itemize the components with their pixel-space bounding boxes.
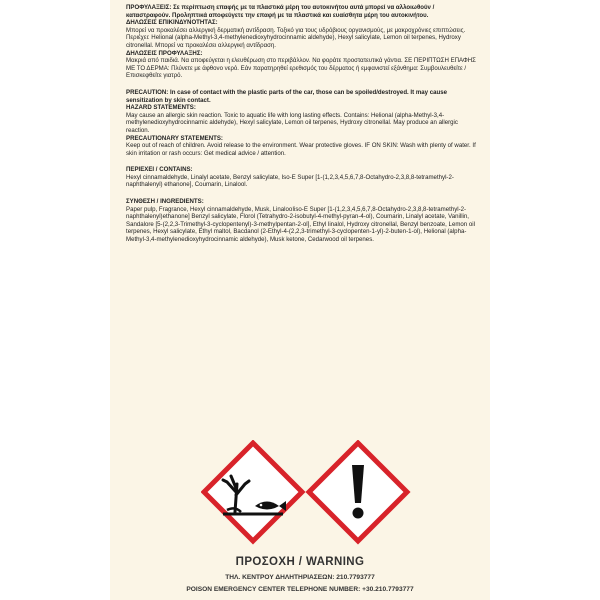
greek-precautionary-text: Μακριά από παιδιά. Να αποφεύγεται η ελευθέρωση στο περιβάλλον. Να φοράτε προστατευτικά γάντια. ΣΕ ΠΕΡΙΠΤΩΣΗ ΕΠΑΦΗΣ ΜΕ ΤΟ ΔΕΡΜΑ: Πλύνετε με άφθονο νερό. Εάν παρατηρηθεί ερεθισμός του δέρματος ή εμφανιστεί εξάνθημα: Συμβουλευθείτε / Επισκεφθείτε γιατρό.: [126, 57, 476, 80]
greek-hazard-heading: ΔΗΛΩΣΕΙΣ ΕΠΙΚΙΝΔΥΝΟΤΗΤΑΣ:: [126, 19, 218, 27]
environment-hazard-icon: [204, 443, 302, 541]
greek-precaution: ΠΡΟΦΥΛΑΞΕΙΣ: Σε περίπτωση επαφής με τα πλαστικά μέρη του αυτοκινήτου αυτά μπορεί να αλλοιωθούν / καταστραφούν. Προληπτικά αποφεύγετε την επαφή με τα πλαστικά και ευαίσθητα μέρη του αυτοκινήτου.: [126, 4, 435, 19]
english-precaution: PRECAUTION: In case of contact with the plastic parts of the car, those can be spoiled/destroyed. It may cause sensitization by skin contact.: [126, 88, 448, 104]
greek-precautionary-heading: ΔΗΛΩΣΕΙΣ ΠΡΟΦΥΛΑΞΗΣ:: [126, 49, 203, 57]
english-hazard-heading: HAZARD STATEMENTS:: [126, 104, 196, 112]
ghs-pictograms: [201, 440, 411, 550]
english-precautionary-text: Keep out of reach of children. Avoid release to the environment. Wear protective gloves. IF ON SKIN: Wash with plenty of water. If skin irritation or rash occurs: Get medical advice / attention.: [126, 142, 476, 157]
poison-center-greek: ΤΗΛ. ΚΕΝΤΡΟΥ ΔΗΛΗΤΗΡΙΑΣΕΩΝ: 210.7793777: [225, 574, 375, 581]
english-precautionary-heading: PRECAUTIONARY STATEMENTS:: [126, 134, 223, 142]
poison-center-english: POISON EMERGENCY CENTER TELEPHONE NUMBER: +30.210.7793777: [186, 586, 414, 593]
ingredients-text: Paper pulp, Fragrance, Hexyl cinnamaldehyde, Musk, LinalooIiso-E Super [1-(1,2,3,4,5,6,7,8-Octahydro-2,3,8,8-tetramethyl-2-naphthalenyl)ethanone] Benzyl salicylate, Florol (Tetrahydro-2-isobutyl-4-methyl-pyran-4-ol), Coumarin, Linalyl acetate, Vanillin, Sandalore [5-(2,2,3-Trimethyl-3-cyclopentenyl)-3-methylpentan-2-ol], Ethyl linalol, Hydroxy citronellal, Benzyl benzoate, Lemon oil terpenes, Hexyl salicylate, Ethyl maltol, Bacdanol (2-Ethyl-4-(2,2,3-trimethyl-3-cyclopenten-1-yl)-2-buten-1-ol), Helional (alpha-Methyl-3,4-methylenedioxyhydrocinnamic aldehyde), Musk ketone, Cedarwood oil terpenes.: [126, 205, 475, 244]
label-text-block: [126, 4, 476, 244]
warning-title: ΠΡΟΣΟΧΗ / WARNING: [235, 556, 365, 568]
english-hazard-text: May cause an allergic skin reaction. Toxic to aquatic life with long lasting effects. Contains: Helional (alpha-Methyl-3,4-methylenedioxyhydrocinnamic aldehyde), Hexyl salicylate, Lemon oil terpenes, Hydroxy citronellal. May produce an allergic reaction.: [126, 111, 458, 134]
contains-text: Hexyl cinnamaldehyde, Linalyl acetate, Benzyl salicylate, Iso-E Super [1-(1,2,3,4,5,6,7,8-Octahydro-2,3,8,8-tetramethyl-2-naphthalenyl) ethanone], Coumarin, Linalool.: [126, 173, 454, 189]
greek-hazard-text: Μπορεί να προκαλέσει αλλεργική δερματική αντίδραση. Τοξικό για τους υδρόβιους οργανισμούς, με μακροχρόνιες επιπτώσεις. Περιέχει: Helional (alpha-Methyl-3,4-methylenedioxyhydrocinnamic aldehyde), Hexyl salicylate, Lemon oil terpenes, Hydroxy citronellal. Μπορεί να προκαλέσει αλλεργική αντίδραση.: [126, 26, 466, 49]
exclamation-mark-icon: [309, 443, 407, 541]
contains-heading: ΠΕΡΙΕΧΕΙ / CONTAINS:: [126, 166, 193, 174]
ingredients-heading: ΣΥΝΘΕΣΗ / INGREDIENTS:: [126, 198, 204, 206]
